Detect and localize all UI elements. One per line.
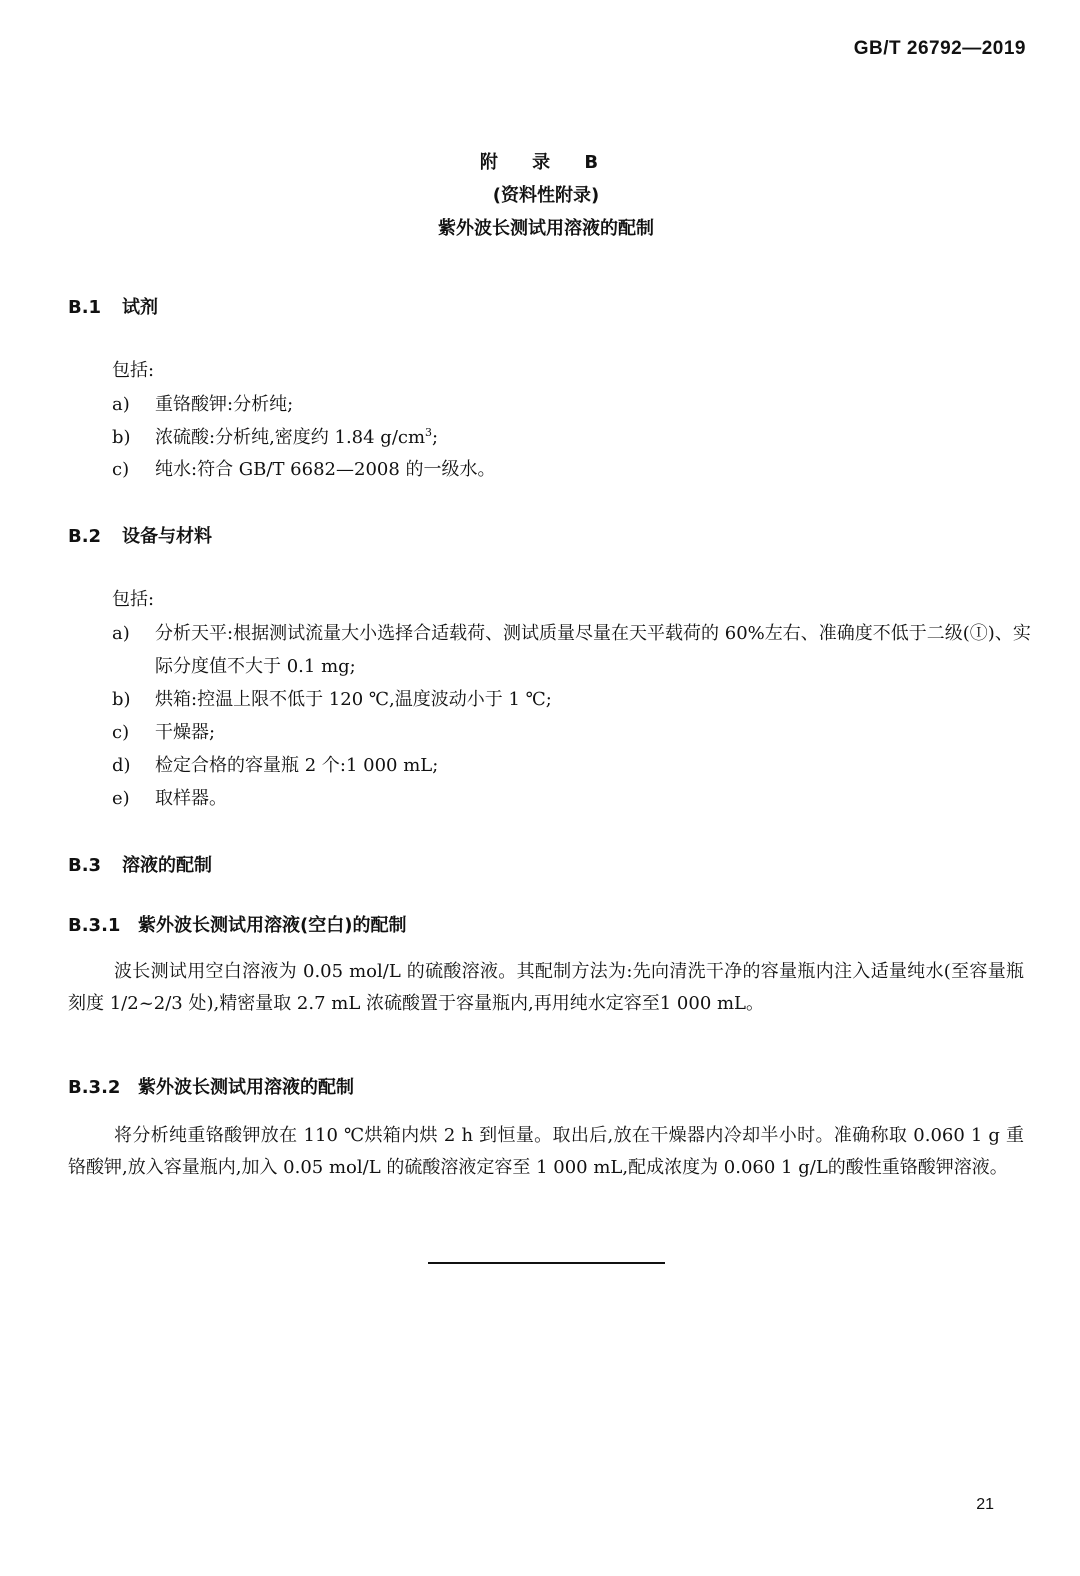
section-number: B.2 [68,526,102,547]
list-text: 浓硫酸:分析纯,密度约 1.84 g/cm [155,427,426,448]
appendix-label: 附 录 B [479,152,613,173]
list-marker: a) [112,623,130,644]
list-item [112,683,1032,716]
section-b1-heading [68,293,158,319]
list-item [112,388,1032,421]
list-item [112,782,1032,815]
list-text: 分析天平:根据测试流量大小选择合适载荷、测试质量尽量在天平载荷的 60%左右、准确度不低于二级(Ⓘ)、实际分度值不大于 0.1 mg; [155,623,1031,677]
appendix-heading [0,146,1080,245]
section-number: B.1 [68,297,102,318]
list-text: 取样器。 [155,788,227,809]
list-marker: a) [112,394,130,415]
list-item [112,453,1032,486]
section-b2-heading [68,522,212,548]
section-title: 设备与材料 [122,526,212,547]
subsection-b31-body: 波长测试用空白溶液为 0.05 mol/L 的硫酸溶液。其配制方法为:先向清洗干净的容量瓶内注入适量纯水(至容量瓶刻度 1/2~2/3 处),精密量取 2.7 mL 浓硫酸置于容量瓶内,再用纯水定容至1 000 mL。 [68,961,1024,1014]
subsection-number: B.3.2 [68,1077,121,1098]
subsection-title: 紫外波长测试用溶液的配制 [138,1077,354,1098]
section-b2-intro: 包括: [112,589,155,610]
page-number: 21 [976,1496,994,1513]
list-text: 干燥器; [155,722,216,743]
list-item [112,749,1032,782]
subsection-b32-body: 将分析纯重铬酸钾放在 110 ℃烘箱内烘 2 h 到恒量。取出后,放在干燥器内冷却半小时。准确称取 0.060 1 g 重铬酸钾,放入容量瓶内,加入 0.05 mol/L 的硫酸溶液定容至 1 000 mL,配成浓度为 0.060 1 g/L的酸性重铬酸钾溶液。 [68,1125,1024,1178]
list-item [112,617,1032,683]
list-marker: d) [112,755,131,776]
list-marker: c) [112,722,130,743]
list-marker: c) [112,459,130,480]
list-text: 检定合格的容量瓶 2 个:1 000 mL; [155,755,439,776]
appendix-title: 紫外波长测试用溶液的配制 [438,218,654,239]
list-marker: e) [112,788,130,809]
section-title: 试剂 [122,297,158,318]
end-rule [428,1262,665,1264]
subsection-number: B.3.1 [68,915,121,936]
section-b3-heading [68,851,212,877]
superscript: 3 [425,426,433,439]
list-text: 烘箱:控温上限不低于 120 ℃,温度波动小于 1 ℃; [155,689,552,710]
list-text-tail: ; [432,427,439,448]
list-marker: b) [112,427,131,448]
subsection-title: 紫外波长测试用溶液(空白)的配制 [138,915,407,936]
list-marker: b) [112,689,131,710]
list-text-wrapper [155,421,1032,454]
section-number: B.3 [68,855,102,876]
list-text: 重铬酸钾:分析纯; [155,394,294,415]
section-title: 溶液的配制 [122,855,212,876]
subsection-b31-heading [68,911,406,937]
subsection-b32-heading [68,1073,354,1099]
list-item [112,716,1032,749]
appendix-type: (资料性附录) [492,185,600,206]
list-text: 纯水:符合 GB/T 6682—2008 的一级水。 [155,459,496,480]
section-b1-intro: 包括: [112,360,155,381]
standard-number: GB/T 26792—2019 [853,38,1026,59]
list-item [112,421,1032,454]
